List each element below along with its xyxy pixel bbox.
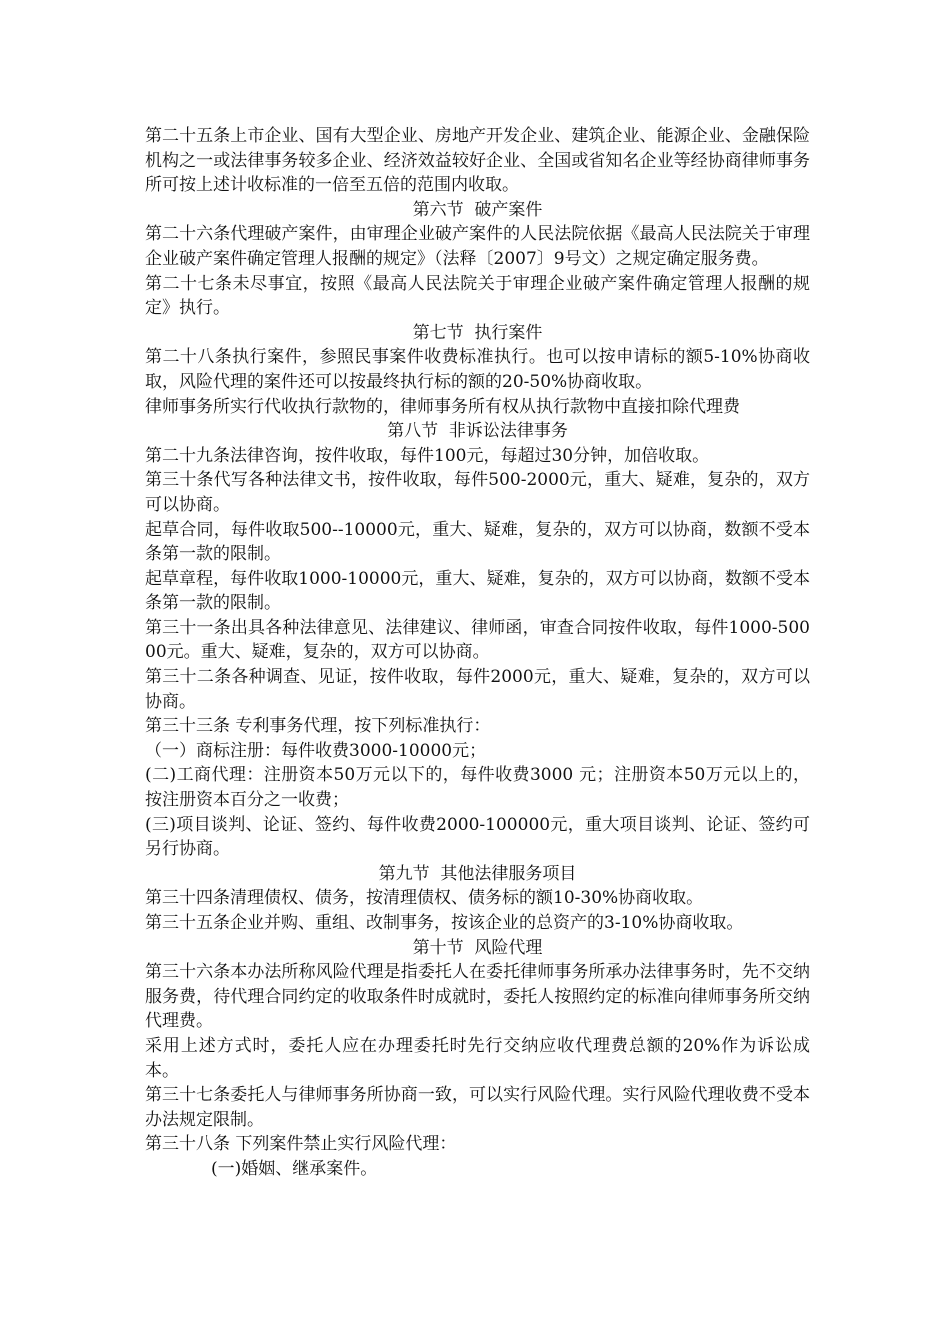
article-28-paragraph-2: 律师事务所实行代收执行款物的，律师事务所有权从执行款物中直接扣除代理费 [145, 396, 740, 417]
article-30-contract-drafting: 起草合同，每件收取500--10000元，重大、疑难，复杂的，双方可以协商，数额不受本条第一款的限制。 [145, 519, 810, 565]
section-8-heading: 第八节 非诉讼法律事务 [387, 421, 568, 442]
article-32: 第三十二条各种调查、见证，按件收取，每件2000元，重大、疑难，复杂的，双方可以协商。 [145, 667, 810, 712]
section-6-heading: 第六节 破产案件 [412, 199, 543, 220]
article-28: 第二十八条执行案件，参照民事案件收费标准执行。也可以按申请标的额5-10%协商收取，风险代理的案件还可以按最终执行标的额的20-50%协商收取。 [145, 347, 810, 392]
section-7-heading: 第七节 执行案件 [412, 322, 543, 343]
document-body [145, 124, 810, 1182]
article-33-item-3: (三)项目谈判、论证、签约、每件收费2000-100000元，重大项目谈判、论证、签约可另行协商。 [145, 814, 810, 860]
article-26: 第二十六条代理破产案件，由审理企业破产案件的人民法院依据《最高人民法院关于审理企业破产案件确定管理人报酬的规定》（法释〔2007〕9号文）之规定确定服务费。 [145, 224, 810, 269]
article-36: 第三十六条本办法所称风险代理是指委托人在委托律师事务所承办法律事务时，先不交纳服务费，待代理合同约定的收取条件时成就时，委托人按照约定的标准向律师事务所交纳代理费。 [145, 962, 810, 1032]
article-38: 第三十八条 下列案件禁止实行风险代理： [145, 1134, 457, 1155]
article-34: 第三十四条清理债权、债务，按清理债权、债务标的额10-30%协商收取。 [145, 888, 704, 909]
article-33: 第三十三条 专利事务代理，按下列标准执行： [145, 716, 491, 737]
article-36-paragraph-2: 采用上述方式时，委托人应在办理委托时先行交纳应收代理费总额的20%作为诉讼成本。 [145, 1035, 810, 1081]
article-30-charter-drafting: 起草章程，每件收取1000-10000元，重大、疑难，复杂的，双方可以协商，数额不受本条第一款的限制。 [145, 568, 810, 614]
section-10-heading: 第十节 风险代理 [412, 937, 543, 958]
article-38-item-1: (一)婚姻、继承案件。 [211, 1158, 378, 1179]
article-33-item-2: (二)工商代理：注册资本50万元以下的，每件收费3000 元；注册资本50万元以上的，按注册资本百分之一收费； [145, 765, 810, 811]
article-33-item-1: （一）商标注册：每件收费3000-10000元； [145, 740, 487, 761]
article-25: 第二十五条上市企业、国有大型企业、房地产开发企业、建筑企业、能源企业、金融保险机构之一或法律事务较多企业、经济效益较好企业、全国或省知名企业等经协商律师事务所可按上述计收标准的一倍至五倍的范围内收取。 [145, 126, 810, 196]
article-27: 第二十七条未尽事宜，按照《最高人民法院关于审理企业破产案件确定管理人报酬的规定》执行。 [145, 273, 810, 319]
section-9-heading: 第九节 其他法律服务项目 [378, 863, 577, 884]
article-30: 第三十条代写各种法律文书，按件收取，每件500-2000元，重大、疑难，复杂的，双方可以协商。 [145, 470, 810, 515]
article-31: 第三十一条出具各种法律意见、法律建议、律师函，审查合同按件收取，每件1000-50000元。重大、疑难，复杂的，双方可以协商。 [145, 617, 810, 663]
article-37: 第三十七条委托人与律师事务所协商一致，可以实行风险代理。实行风险代理收费不受本办法规定限制。 [145, 1085, 810, 1130]
article-35: 第三十五条企业并购、重组、改制事务，按该企业的总资产的3-10%协商收取。 [145, 913, 744, 933]
article-29: 第二十九条法律咨询，按件收取，每件100元，每超过30分钟，加倍收取。 [145, 445, 710, 466]
